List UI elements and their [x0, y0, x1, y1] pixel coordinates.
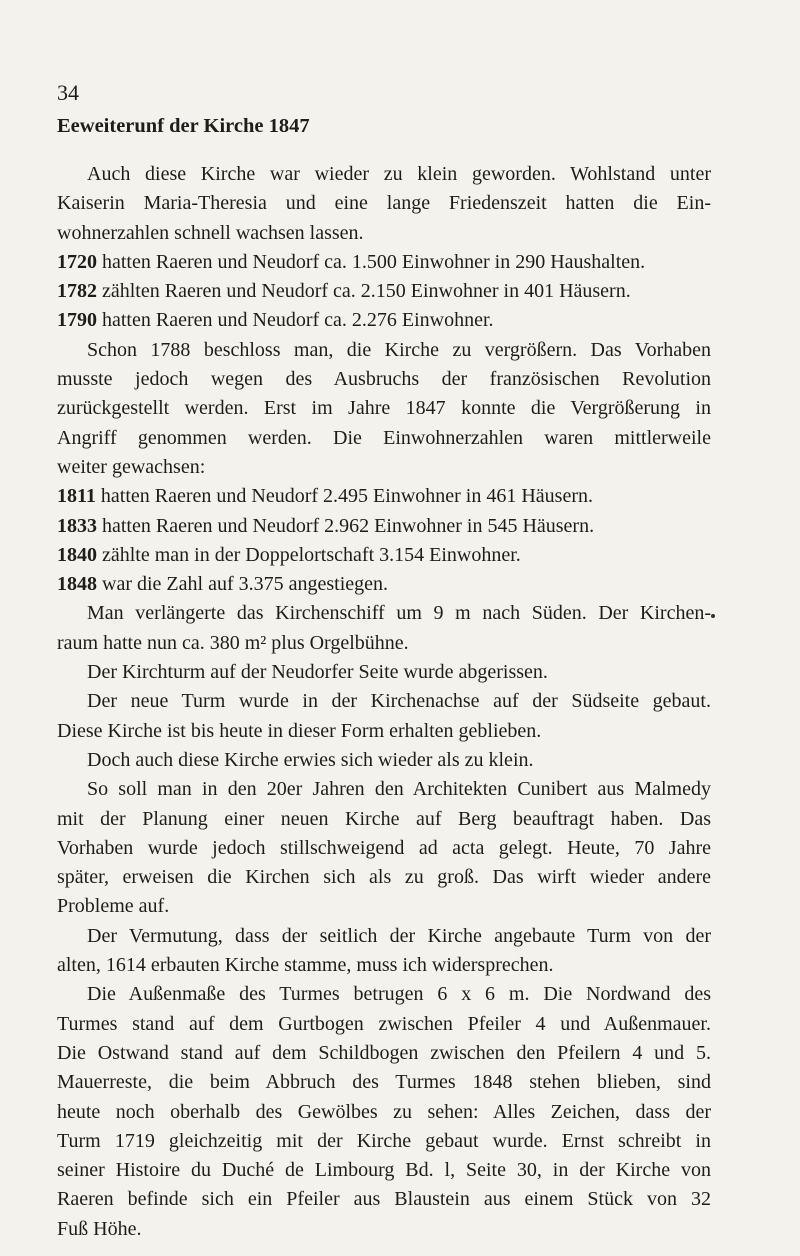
text-line: [57, 453, 711, 482]
line-text: hatten Raeren und Neudorf ca. 1.500 Einwohner in 290 Haushalten.: [97, 250, 646, 273]
text-line: [57, 1068, 711, 1097]
line-text: Vorhaben wurde jedoch stillschweigend ad acta gelegt. Heute, 70 Jahre: [57, 836, 711, 859]
section-heading: Eeweiterunf der Kirche 1847: [57, 115, 310, 137]
line-text: Kaiserin Maria-Theresia und eine lange Friedenszeit hatten die Ein-: [57, 192, 711, 215]
line-text: zählte man in der Doppelortschaft 3.154 Einwohner.: [97, 543, 521, 566]
text-line: [57, 863, 711, 892]
line-text: alten, 1614 erbauten Kirche stamme, muss ich widersprechen.: [57, 954, 554, 977]
year-label: 1720: [57, 250, 97, 273]
text-line: [57, 277, 711, 306]
year-label: 1790: [57, 309, 97, 332]
text-line: [57, 717, 711, 746]
line-text: Die Außenmaße des Turmes betrugen 6 x 6 m. Die Nordwand des: [87, 983, 711, 1006]
text-line: [57, 892, 711, 921]
line-text: Der neue Turm wurde in der Kirchenachse auf der Südseite gebaut.: [87, 690, 711, 713]
line-text: Doch auch diese Kirche erwies sich wieder als zu klein.: [87, 748, 534, 771]
line-text: später, erweisen die Kirchen sich als zu groß. Das wirft wieder andere: [57, 866, 711, 889]
line-text: hatten Raeren und Neudorf 2.495 Einwohner in 461 Häusern.: [95, 485, 593, 508]
text-line: [57, 541, 711, 570]
text-line: [57, 306, 711, 335]
line-text: Raeren befinde sich ein Pfeiler aus Blaustein aus einem Stück von 32: [57, 1188, 711, 1211]
line-text: war die Zahl auf 3.375 angestiegen.: [97, 573, 389, 596]
text-line: [57, 980, 711, 1009]
text-line: [57, 512, 711, 541]
line-text: Auch diese Kirche war wieder zu klein geworden. Wohlstand unter: [87, 163, 711, 185]
line-text: zurückgestellt werden. Erst im Jahre 1847 konnte die Vergrößerung in: [57, 397, 711, 420]
line-text: musste jedoch wegen des Ausbruchs der französischen Revolution: [57, 368, 711, 391]
text-line: [57, 1127, 711, 1156]
line-text: Probleme auf.: [57, 895, 170, 918]
year-label: 1811: [57, 485, 96, 508]
text-line: [57, 1156, 711, 1185]
line-text: Turmes stand auf dem Gurtbogen zwischen Pfeiler 4 und Außenmauer.: [57, 1012, 711, 1035]
text-line: [57, 834, 711, 863]
body-text: [57, 160, 711, 1244]
line-text: Turm 1719 gleichzeitig mit der Kirche gebaut wurde. Ernst schreibt in: [57, 1129, 711, 1152]
text-line: [57, 1039, 711, 1068]
page-number: 34: [57, 80, 79, 105]
text-line: [57, 1098, 711, 1127]
line-text: So soll man in den 20er Jahren den Architekten Cunibert aus Malmedy: [87, 778, 711, 801]
text-line: [57, 629, 711, 658]
text-line: [57, 1010, 711, 1039]
text-line: [57, 160, 711, 189]
text-line: [57, 805, 711, 834]
text-line: [57, 424, 711, 453]
text-line: [57, 951, 711, 980]
text-line: [57, 394, 711, 423]
text-line: [57, 687, 711, 716]
text-line: [57, 775, 711, 804]
line-text: raum hatte nun ca. 380 m² plus Orgelbühne.: [57, 631, 409, 654]
line-text: Die Ostwand stand auf dem Schildbogen zwischen den Pfeilern 4 und 5.: [57, 1041, 711, 1064]
line-text: Mauerreste, die beim Abbruch des Turmes 1848 stehen blieben, sind: [57, 1071, 711, 1094]
text-line: [57, 189, 711, 218]
text-line: [57, 336, 711, 365]
text-line: [57, 219, 711, 248]
line-text: heute noch oberhalb des Gewölbes zu sehen: Alles Zeichen, dass der: [57, 1100, 711, 1123]
line-text: zählten Raeren und Neudorf ca. 2.150 Einwohner in 401 Häusern.: [97, 280, 631, 303]
line-text: Der Kirchturm auf der Neudorfer Seite wurde abgerissen.: [87, 661, 548, 684]
text-line: [57, 1215, 711, 1244]
text-line: [57, 1185, 711, 1214]
year-label: 1782: [57, 280, 97, 303]
line-text: Fuß Höhe.: [57, 1217, 142, 1240]
text-line: [57, 922, 711, 951]
text-line: [57, 746, 711, 775]
margin-mark: [711, 614, 715, 618]
line-text: Der Vermutung, dass der seitlich der Kirche angebaute Turm von der: [87, 924, 711, 947]
line-text: mit der Planung einer neuen Kirche auf Berg beauftragt haben. Das: [57, 807, 711, 830]
text-line: [57, 365, 711, 394]
text-line: [57, 658, 711, 687]
line-text: hatten Raeren und Neudorf ca. 2.276 Einwohner.: [97, 309, 494, 332]
line-text: Diese Kirche ist bis heute in dieser Form erhalten geblieben.: [57, 719, 542, 742]
line-text: Angriff genommen werden. Die Einwohnerzahlen waren mittlerweile: [57, 426, 711, 449]
line-text: hatten Raeren und Neudorf 2.962 Einwohner in 545 Häusern.: [97, 514, 595, 537]
text-line: [57, 248, 711, 277]
year-label: 1848: [57, 573, 97, 596]
text-line: [57, 570, 711, 599]
year-label: 1840: [57, 543, 97, 566]
line-text: Schon 1788 beschloss man, die Kirche zu vergrößern. Das Vorhaben: [87, 338, 711, 361]
text-line: [57, 599, 711, 628]
year-label: 1833: [57, 514, 97, 537]
text-line: [57, 482, 711, 511]
line-text: wohnerzahlen schnell wachsen lassen.: [57, 221, 364, 244]
line-text: Man verlängerte das Kirchenschiff um 9 m nach Süden. Der Kirchen-: [87, 602, 711, 625]
line-text: seiner Histoire du Duché de Limbourg Bd. l, Seite 30, in der Kirche von: [57, 1159, 711, 1182]
line-text: weiter gewachsen:: [57, 455, 206, 478]
